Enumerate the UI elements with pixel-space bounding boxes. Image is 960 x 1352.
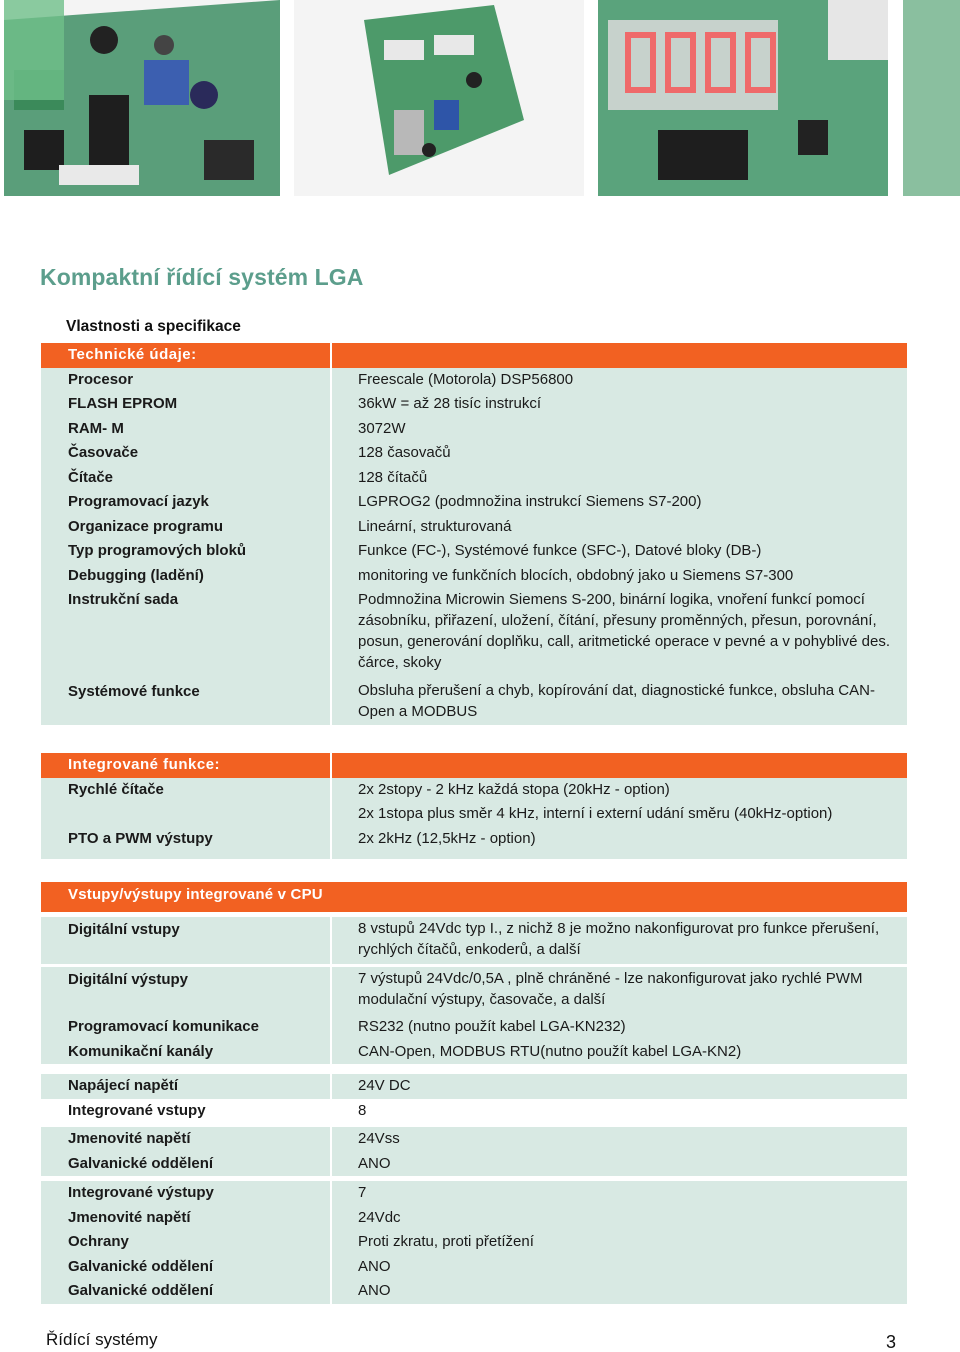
table-row	[41, 1230, 907, 1255]
row-value: 8 vstupů 24Vdc typ I., z nichž 8 je možno nakonfigurovat pro funkce přerušení, rychlých čítačů, enkoderů, a další	[332, 917, 907, 964]
pcb-board-photo-edge	[903, 0, 960, 196]
row-label: RAM- M	[41, 417, 330, 442]
row-value: monitoring ve funkčních blocích, obdobný jako u Siemens S7-300	[332, 564, 907, 589]
row-value: Lineární, strukturovaná	[332, 515, 907, 540]
row-label: Rychlé čítače	[41, 778, 330, 803]
spec-table-technical	[41, 343, 907, 725]
row-label: Digitální vstupy	[41, 917, 330, 964]
row-value: 7	[332, 1181, 907, 1206]
row-value: 2x 2stopy - 2 kHz každá stopa (20kHz - option)	[332, 778, 907, 803]
row-label: Digitální výstupy	[41, 967, 330, 1015]
table-row	[41, 802, 907, 827]
row-value: ANO	[332, 1279, 907, 1304]
photo-strip	[0, 0, 960, 196]
row-label: Systémové funkce	[41, 679, 330, 725]
table-row	[41, 679, 907, 725]
pcb-board-photo-2	[294, 0, 584, 196]
row-label: Čítače	[41, 466, 330, 491]
row-value: LGPROG2 (podmnožina instrukcí Siemens S7-200)	[332, 490, 907, 515]
row-label: Organizace programu	[41, 515, 330, 540]
table-row	[41, 368, 907, 393]
pcb-display-board-photo	[598, 0, 888, 196]
row-label: Integrované vstupy	[41, 1099, 330, 1124]
row-value: 36kW = až 28 tisíc instrukcí	[332, 392, 907, 417]
spec-table-integrated-functions	[41, 753, 907, 859]
row-value: 128 čítačů	[332, 466, 907, 491]
page-title: Kompaktní řídící systém LGA	[40, 264, 364, 290]
row-label: Typ programových bloků	[41, 539, 330, 564]
row-value: Proti zkratu, proti přetížení	[332, 1230, 907, 1255]
row-label: Integrované výstupy	[41, 1181, 330, 1206]
row-label: Programovací jazyk	[41, 490, 330, 515]
table-header-label: Technické údaje:	[41, 343, 330, 368]
footer-section-name: Řídící systémy	[46, 1330, 158, 1349]
row-value: RS232 (nutno použít kabel LGA-KN232)	[332, 1015, 907, 1040]
table-row	[41, 967, 907, 1015]
table-header	[41, 343, 907, 368]
section-subtitle: Vlastnosti a specifikace	[66, 318, 241, 335]
table-row	[41, 515, 907, 540]
row-label: Komunikační kanály	[41, 1040, 330, 1065]
table-row	[41, 564, 907, 589]
table-row	[41, 490, 907, 515]
table-row	[41, 827, 907, 859]
table-header-label: Integrované funkce:	[41, 753, 330, 778]
row-value: CAN-Open, MODBUS RTU(nutno použít kabel LGA-KN2)	[332, 1040, 907, 1065]
table-row	[41, 539, 907, 564]
table-row	[41, 1040, 907, 1065]
table-row	[41, 1152, 907, 1177]
row-label: Časovače	[41, 441, 330, 466]
row-label: Napájecí napětí	[41, 1074, 330, 1099]
table-header-label: Vstupy/výstupy integrované v CPU	[41, 882, 907, 912]
spec-table-io	[41, 882, 907, 1304]
table-row	[41, 1279, 907, 1304]
table-row	[41, 1181, 907, 1206]
row-label: Galvanické oddělení	[41, 1152, 330, 1177]
row-value: Funkce (FC-), Systémové funkce (SFC-), Datové bloky (DB-)	[332, 539, 907, 564]
row-value: ANO	[332, 1255, 907, 1280]
table-row	[41, 1206, 907, 1231]
row-value: 7 výstupů 24Vdc/0,5A , plně chráněné - lze nakonfigurovat jako rychlé PWM modulační výstupy, časovače, a další	[332, 967, 907, 1015]
row-value: Podmnožina Microwin Siemens S-200, binární logika, vnoření funkcí pomocí zásobníku, přiřazení, uložení, čítání, přesuny proměnných, přesun, porovnání, posun, generování doplňku, call, aritmetické operace v pevné a v pohyblivé des. čárce, skoky	[332, 588, 907, 679]
row-value: 24Vdc	[332, 1206, 907, 1231]
row-label: Ochrany	[41, 1230, 330, 1255]
table-row	[41, 1127, 907, 1152]
row-label: Jmenovité napětí	[41, 1206, 330, 1231]
row-label	[41, 802, 330, 827]
row-value: ANO	[332, 1152, 907, 1177]
row-value: 8	[332, 1099, 907, 1124]
table-row	[41, 1099, 907, 1124]
row-label: Procesor	[41, 368, 330, 393]
table-row	[41, 1015, 907, 1040]
row-value: 2x 2kHz (12,5kHz - option)	[332, 827, 907, 859]
pcb-board-photo-1	[4, 0, 280, 196]
row-value: Freescale (Motorola) DSP56800	[332, 368, 907, 393]
table-row	[41, 1255, 907, 1280]
table-row	[41, 778, 907, 803]
row-value: Obsluha přerušení a chyb, kopírování dat, diagnostické funkce, obsluha CAN-Open a MODBUS	[332, 679, 907, 725]
table-row	[41, 441, 907, 466]
row-label: FLASH EPROM	[41, 392, 330, 417]
table-row	[41, 392, 907, 417]
row-label: Galvanické oddělení	[41, 1255, 330, 1280]
row-value: 2x 1stopa plus směr 4 kHz, interní i externí udání směru (40kHz-option)	[332, 802, 907, 827]
row-value: 3072W	[332, 417, 907, 442]
row-label: Instrukční sada	[41, 588, 330, 679]
row-label: Debugging (ladění)	[41, 564, 330, 589]
table-row	[41, 466, 907, 491]
row-label: Jmenovité napětí	[41, 1127, 330, 1152]
row-value: 24Vss	[332, 1127, 907, 1152]
row-label: Programovací komunikace	[41, 1015, 330, 1040]
table-row	[41, 588, 907, 679]
row-label: Galvanické oddělení	[41, 1279, 330, 1304]
table-row	[41, 417, 907, 442]
table-header	[41, 753, 907, 778]
page-number: 3	[886, 1332, 897, 1352]
row-value: 24V DC	[332, 1074, 907, 1099]
table-row	[41, 917, 907, 964]
row-value: 128 časovačů	[332, 441, 907, 466]
table-header	[41, 882, 907, 912]
row-label: PTO a PWM výstupy	[41, 827, 330, 859]
table-row	[41, 1074, 907, 1099]
